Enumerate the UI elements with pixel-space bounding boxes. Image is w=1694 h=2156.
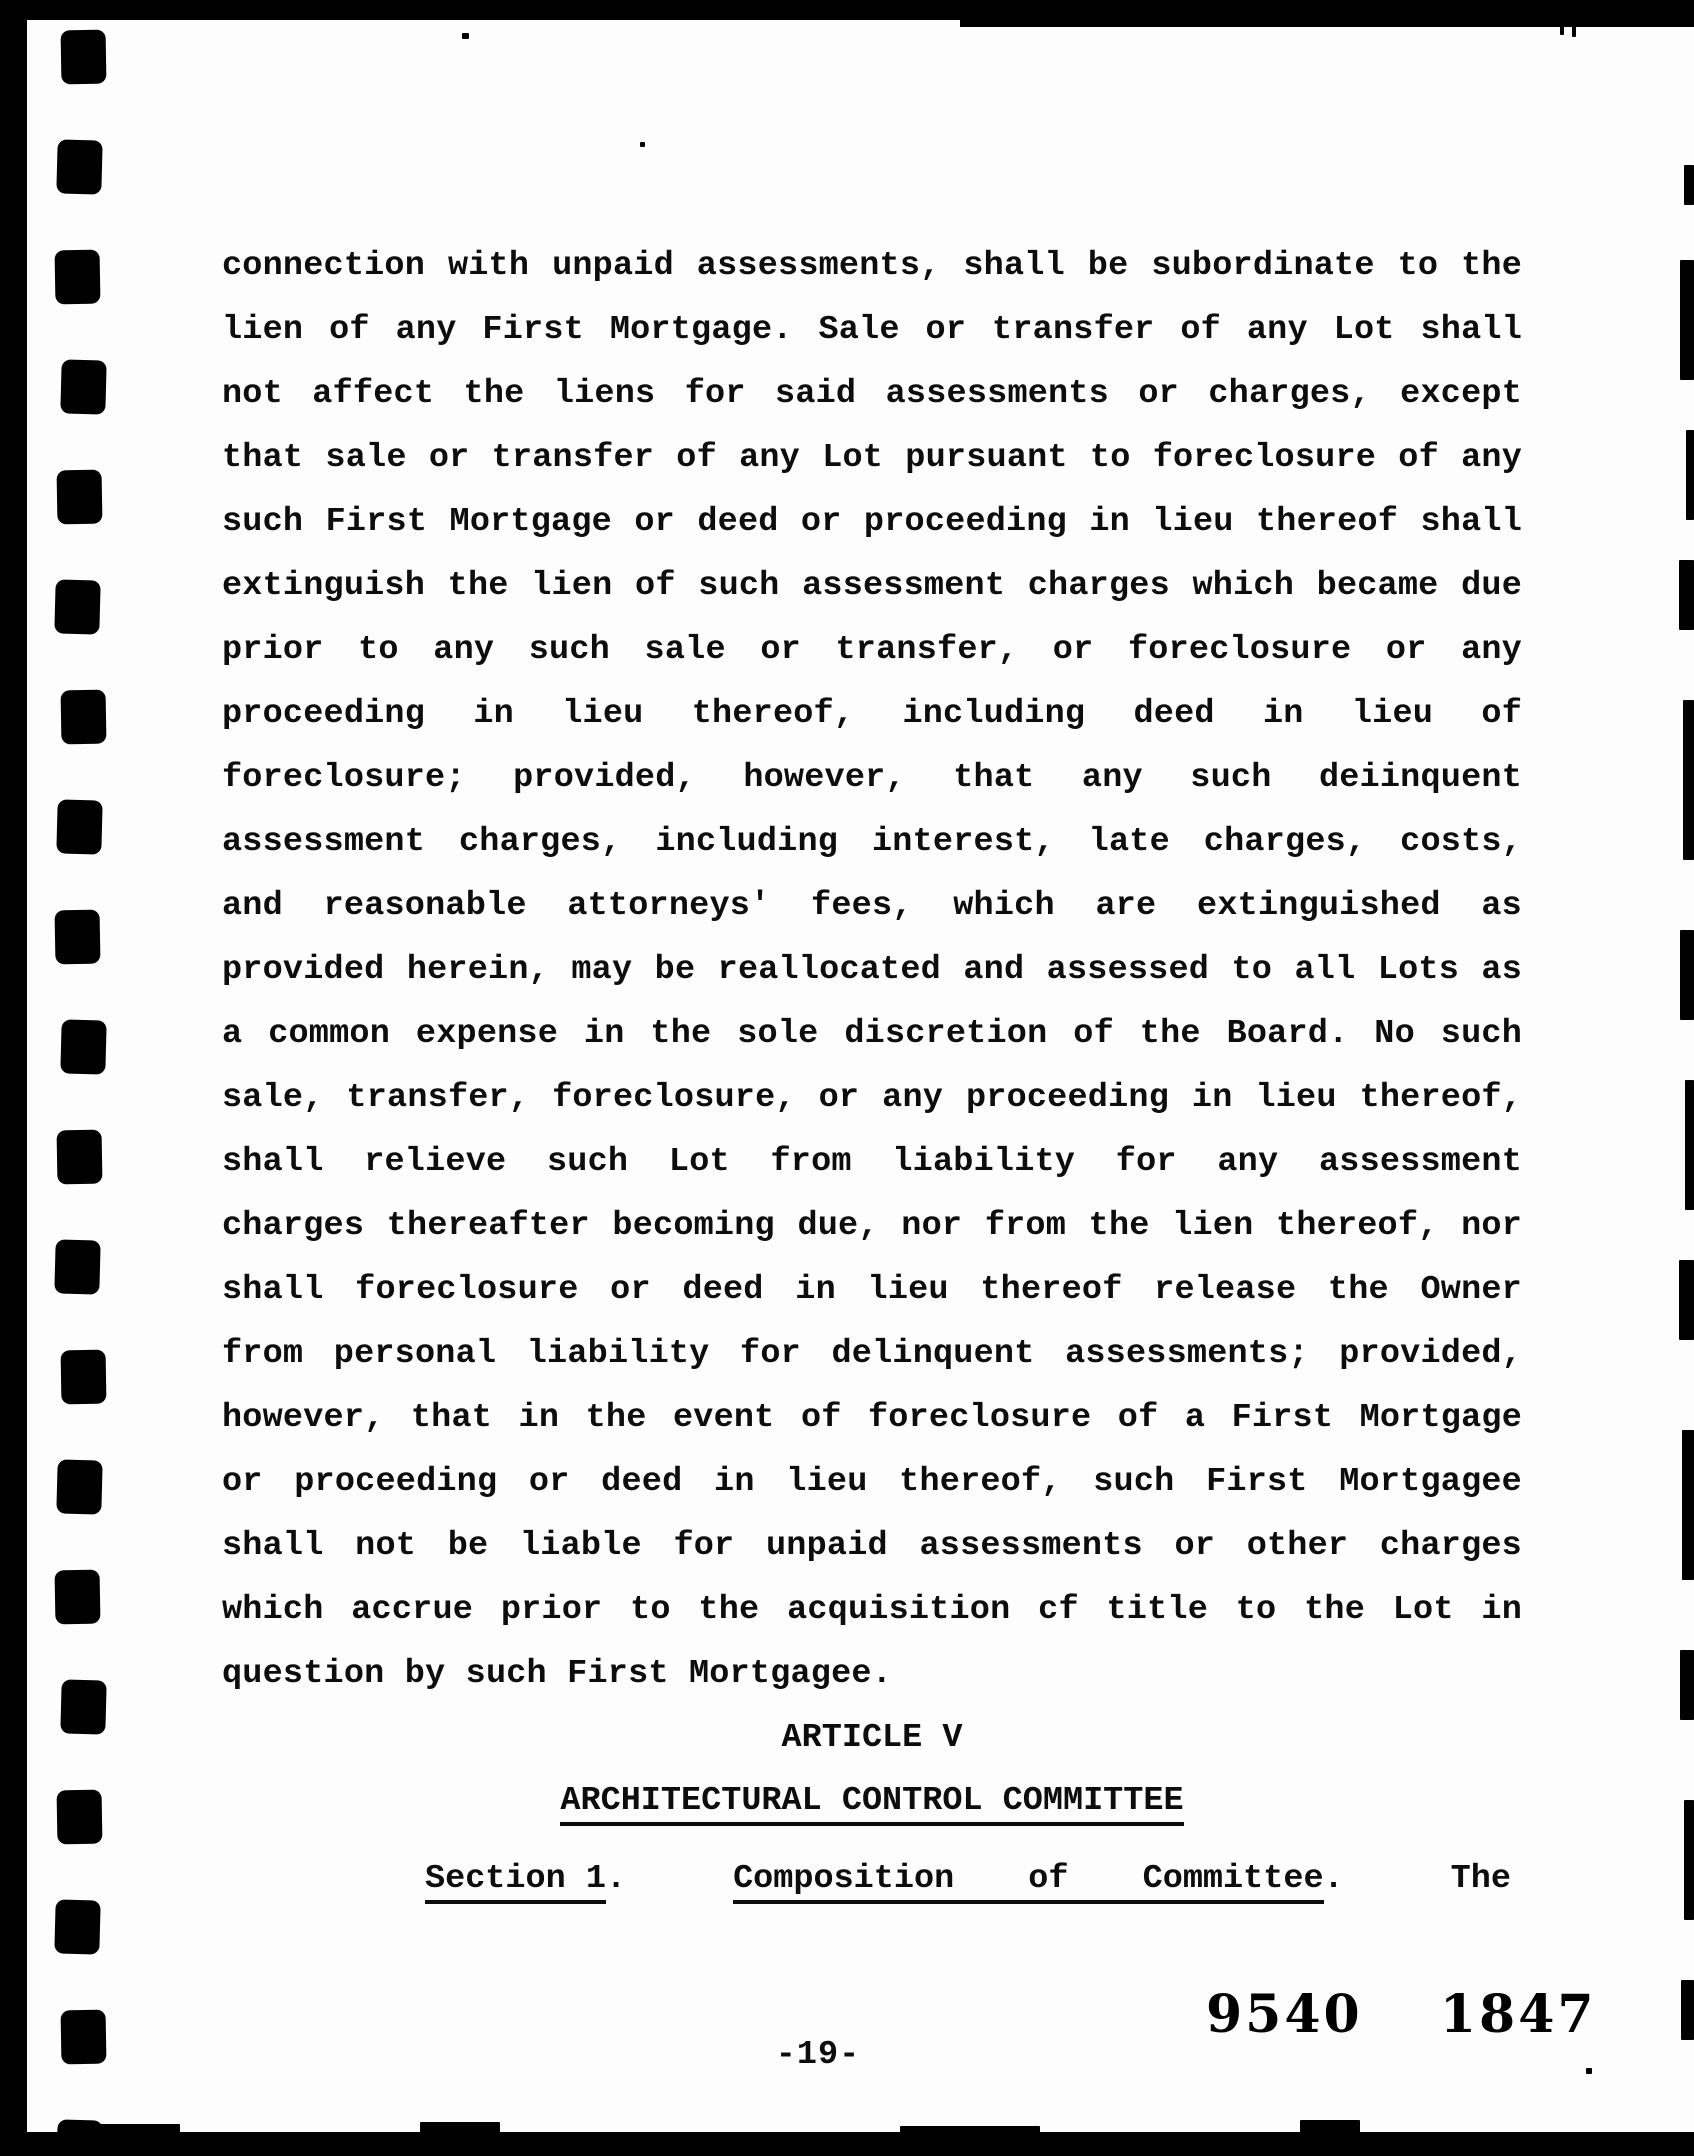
body-line: shall foreclosure or deed in lieu thereof release the Owner — [222, 1271, 1522, 1309]
scan-artifact — [60, 2124, 180, 2134]
committee-heading-underline: ARCHITECTURAL CONTROL COMMITTEE — [560, 1783, 1183, 1826]
body-line: and reasonable attorneys' fees, which are extinguished as — [222, 887, 1522, 925]
scan-artifact — [1300, 2120, 1360, 2134]
section-trailing-word: The — [1450, 1860, 1511, 1898]
body-line: charges thereafter becoming due, nor from the lien thereof, nor — [222, 1207, 1522, 1245]
binder-hole — [57, 1130, 103, 1185]
binder-hole — [56, 799, 102, 854]
binder-hole — [61, 690, 107, 745]
stamp-number-right: 1847 — [1439, 1984, 1597, 2045]
scan-artifact — [1684, 1800, 1694, 1920]
scan-artifact — [1560, 24, 1564, 35]
body-line: such First Mortgage or deed or proceeding in lieu thereof shall — [222, 503, 1522, 541]
binder-hole — [60, 1679, 106, 1734]
scan-artifact — [900, 2126, 1040, 2134]
scan-artifact — [1683, 700, 1694, 860]
body-line: question by such First Mortgagee. — [222, 1655, 893, 1693]
body-line: provided herein, may be reallocated and assessed to all Lots as — [222, 951, 1522, 989]
scan-artifact — [1680, 930, 1694, 1020]
recorder-stamp — [1206, 1984, 1597, 2045]
scan-border-bottom — [0, 2132, 1694, 2156]
scan-artifact — [1572, 24, 1576, 37]
body-line: from personal liability for delinquent assessments; provided, — [222, 1335, 1522, 1373]
binder-hole — [60, 359, 106, 414]
scan-artifact — [640, 142, 645, 147]
body-line: connection with unpaid assessments, shall be subordinate to the — [222, 247, 1522, 285]
scan-artifact — [462, 33, 469, 39]
body-line: prior to any such sale or transfer, or foreclosure or any — [222, 631, 1522, 669]
scan-artifact — [420, 2122, 500, 2134]
binder-hole — [61, 30, 107, 85]
section-label-underline: Section 1 — [425, 1861, 606, 1904]
binder-hole — [61, 1350, 107, 1405]
scan-artifact — [1586, 2068, 1592, 2074]
body-line: shall relieve such Lot from liability for any assessment — [222, 1143, 1522, 1181]
body-line: which accrue prior to the acquisition cf title to the Lot in — [222, 1591, 1522, 1629]
scan-artifact — [1680, 1650, 1694, 1720]
binder-hole — [55, 910, 101, 965]
scan-artifact — [1681, 1980, 1694, 2040]
section-title — [733, 1857, 1344, 1904]
binder-hole — [54, 1239, 100, 1294]
body-lines — [222, 234, 1522, 1706]
binder-hole — [57, 470, 103, 525]
section-title-period: . — [1323, 1860, 1344, 1898]
body-line: that sale or transfer of any Lot pursuant to foreclosure of any — [222, 439, 1522, 477]
body-line: shall not be liable for unpaid assessments or other charges — [222, 1527, 1522, 1565]
scan-artifact — [1682, 1430, 1694, 1580]
page-number: -19- — [775, 2036, 861, 2074]
scan-artifact — [1686, 430, 1694, 520]
body-line: not affect the liens for said assessments or charges, except — [222, 375, 1522, 413]
scan-artifact — [1679, 1260, 1694, 1340]
scan-artifact — [1684, 165, 1694, 205]
binder-hole — [57, 1790, 103, 1845]
binder-hole — [56, 139, 102, 194]
body-line: however, that in the event of foreclosure of a First Mortgage — [222, 1399, 1522, 1437]
binder-hole — [60, 1019, 106, 1074]
scan-artifact — [1679, 560, 1694, 630]
section-line — [425, 1857, 1511, 1904]
stamp-number-left: 9540 — [1206, 1984, 1363, 2045]
body-line: assessment charges, including interest, late charges, costs, — [222, 823, 1522, 861]
section-title-underline: Composition of Committee — [733, 1861, 1323, 1904]
body-line: a common expense in the sole discretion of the Board. No such — [222, 1015, 1522, 1053]
scan-border-left — [0, 0, 27, 2156]
binder-hole — [55, 250, 101, 305]
body-line: extinguish the lien of such assessment charges which became due — [222, 567, 1522, 605]
scan-artifact — [1680, 260, 1694, 380]
body-line: or proceeding or deed in lieu thereof, such First Mortgagee — [222, 1463, 1522, 1501]
body-line: lien of any First Mortgage. Sale or transfer of any Lot shall — [222, 311, 1522, 349]
body-line: proceeding in lieu thereof, including deed in lieu of — [222, 695, 1522, 733]
binder-hole — [54, 1899, 100, 1954]
scan-border-top-right — [960, 0, 1694, 27]
binder-hole — [56, 1459, 102, 1514]
committee-heading — [222, 1769, 1522, 1833]
scan-artifact — [1685, 1080, 1694, 1210]
binder-hole — [55, 1570, 101, 1625]
section-label-period: . — [605, 1860, 627, 1898]
section-label — [425, 1857, 626, 1904]
binder-hole — [54, 579, 100, 634]
body-line: sale, transfer, foreclosure, or any proceeding in lieu thereof, — [222, 1079, 1522, 1117]
article-heading: ARTICLE V — [781, 1719, 963, 1757]
binder-hole — [61, 2010, 107, 2065]
body-line: foreclosure; provided, however, that any such deiinquent — [222, 759, 1522, 797]
